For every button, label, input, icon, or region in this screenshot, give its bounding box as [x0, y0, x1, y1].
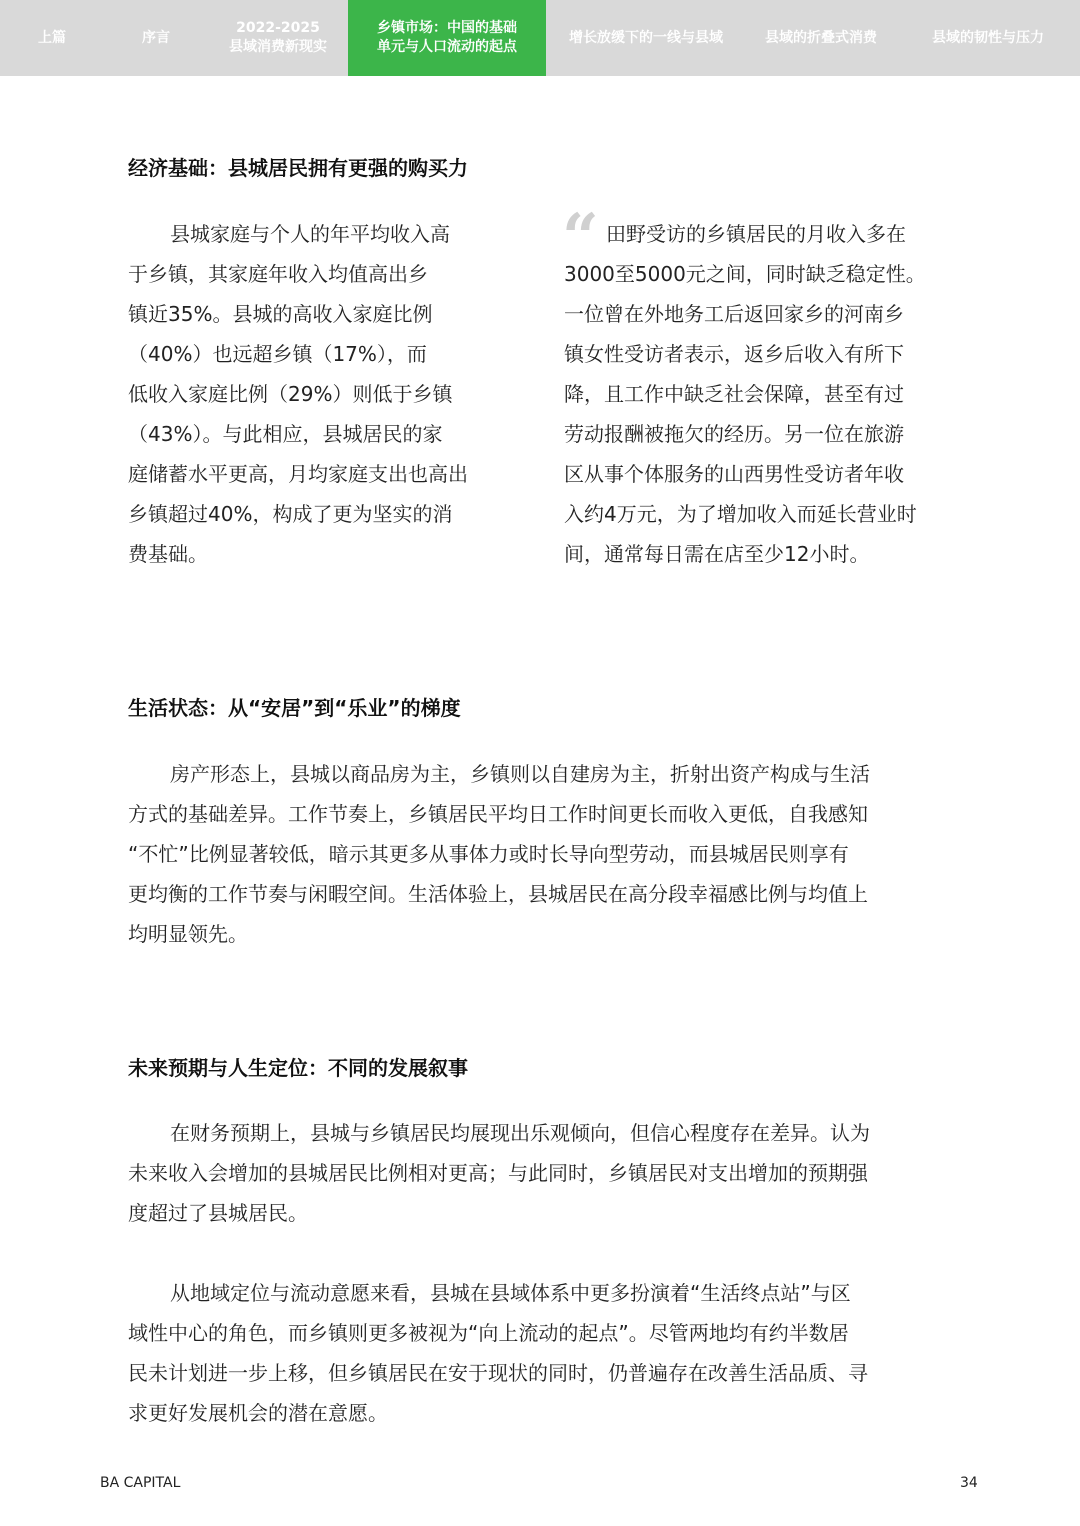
text-line: 劳动报酬被拖欠的经历。另一位在旅游	[564, 422, 904, 446]
nav-tab-county-reality[interactable]	[208, 0, 348, 76]
nav-tab-label: 县域的折叠式消费	[765, 29, 877, 46]
quote-mark-icon: “	[562, 200, 599, 275]
text-line: 更均衡的工作节奏与闲暇空间。生活体验上，县城居民在高分段幸福感比例与均值上	[128, 882, 868, 906]
text-line: 入约4万元，为了增加收入而延长营业时	[564, 502, 917, 526]
nav-tab-label: 县域的韧性与压力	[932, 29, 1044, 46]
text-line: 镇女性受访者表示，返乡后收入有所下	[564, 342, 904, 366]
text-line: 民未计划进一步上移，但乡镇居民在安于现状的同时，仍普遍存在改善生活品质、寻	[128, 1361, 868, 1385]
text-line: “不忙”比例显著较低，暗示其更多从事体力或时长导向型劳动，而县城居民则享有	[128, 842, 849, 866]
text-line: 域性中心的角色，而乡镇则更多被视为“向上流动的起点”。尽管两地均有约半数居	[128, 1321, 849, 1345]
nav-tab-label: 增长放缓下的一线与县域	[569, 29, 723, 46]
nav-tab-slowing-growth[interactable]	[546, 0, 746, 76]
section-heading-living-state: 生活状态：从“安居”到“乐业”的梯度	[128, 696, 461, 720]
text-line: 降，且工作中缺乏社会保障，甚至有过	[564, 382, 904, 406]
text-line: 田野受访的乡镇居民的月收入多在	[606, 222, 906, 246]
nav-tab-label: 序言	[142, 29, 170, 46]
text-line: （43%）。与此相应，县城居民的家	[128, 422, 443, 446]
nav-tab-resilience-pressure[interactable]	[896, 0, 1080, 76]
text-line: 庭储蓄水平更高，月均家庭支出也高出	[128, 462, 468, 486]
text-line: 于乡镇，其家庭年收入均值高出乡	[128, 262, 428, 286]
nav-tab-folded-consumption[interactable]	[746, 0, 896, 76]
text-line: 一位曾在外地务工后返回家乡的河南乡	[564, 302, 904, 326]
nav-tab-label: 2022-2025	[236, 20, 320, 36]
text-line: 房产形态上，县城以商品房为主，乡镇则以自建房为主，折射出资产构成与生活	[170, 762, 870, 786]
nav-tab-label: 乡镇市场：中国的基础	[377, 20, 517, 36]
field-interview-quote	[564, 214, 954, 574]
text-line: 方式的基础差异。工作节奏上，乡镇居民平均日工作时间更长而收入更低，自我感知	[128, 802, 868, 826]
chapter-nav-bar	[0, 0, 1080, 76]
nav-tab-township-market[interactable]	[348, 0, 546, 76]
text-line: 区从事个体服务的山西男性受访者年收	[564, 462, 904, 486]
living-state-paragraph	[128, 754, 954, 954]
nav-tab-label: 县域消费新现实	[229, 39, 327, 55]
text-line: （40%）也远超乡镇（17%），而	[128, 342, 427, 366]
nav-tab-preface[interactable]	[104, 0, 208, 76]
nav-tab-label: 上篇	[38, 29, 66, 46]
text-line: 县城家庭与个人的年平均收入高	[170, 222, 450, 246]
text-line: 度超过了县城居民。	[128, 1201, 308, 1225]
economic-base-paragraph	[128, 214, 500, 574]
text-line: 求更好发展机会的潜在意愿。	[128, 1401, 388, 1425]
regional-positioning-paragraph	[128, 1273, 954, 1433]
page-number: 34	[960, 1475, 978, 1491]
financial-expectation-paragraph	[128, 1113, 954, 1233]
text-line: 费基础。	[128, 542, 208, 566]
text-line: 均明显领先。	[128, 922, 248, 946]
section-heading-future-expectations: 未来预期与人生定位：不同的发展叙事	[128, 1056, 468, 1080]
section-heading-economic-base: 经济基础：县城居民拥有更强的购买力	[128, 156, 468, 180]
text-line: 在财务预期上，县城与乡镇居民均展现出乐观倾向，但信心程度存在差异。认为	[170, 1121, 870, 1145]
text-line: 未来收入会增加的县城居民比例相对更高；与此同时，乡镇居民对支出增加的预期强	[128, 1161, 868, 1185]
footer-brand: BA CAPITAL	[100, 1475, 181, 1491]
text-line: 镇近35%。县城的高收入家庭比例	[128, 302, 433, 326]
text-line: 3000至5000元之间，同时缺乏稳定性。	[564, 262, 926, 286]
nav-tab-label: 单元与人口流动的起点	[377, 39, 517, 55]
text-line: 低收入家庭比例（29%）则低于乡镇	[128, 382, 453, 406]
text-line: 间，通常每日需在店至少12小时。	[564, 542, 870, 566]
text-line: 从地域定位与流动意愿来看，县城在县域体系中更多扮演着“生活终点站”与区	[170, 1281, 851, 1305]
text-line: 乡镇超过40%，构成了更为坚实的消	[128, 502, 453, 526]
nav-tab-part-one[interactable]	[0, 0, 104, 76]
